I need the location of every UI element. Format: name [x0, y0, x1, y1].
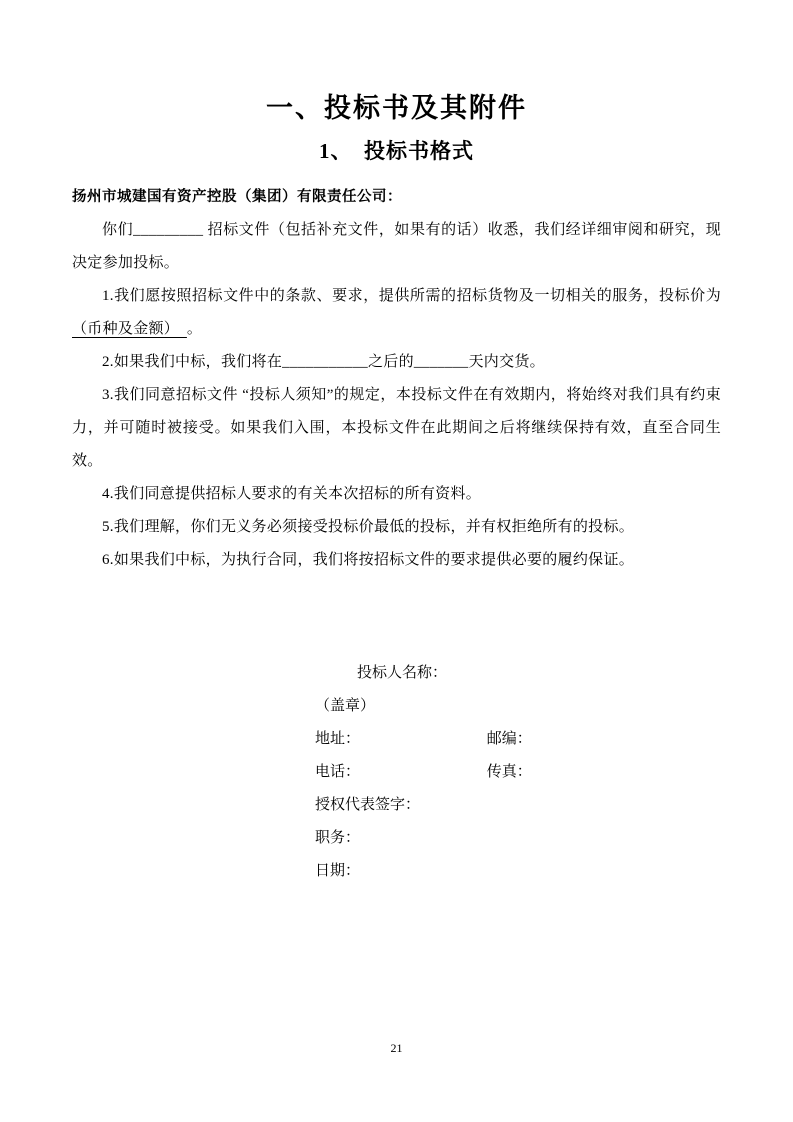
date-label: 日期： — [315, 863, 361, 879]
text-segment: 4.我们同意提供招标人要求的有关本次招标的所有资料。 — [102, 486, 482, 502]
text-segment: 招标文件（包括补充文件，如果有的话）收悉，我们经详细审阅和研究，现决定参加投标。 — [72, 222, 722, 271]
signature-block — [72, 657, 721, 888]
text-segment: 3.我们同意招标文件 “投标人须知”的规定，本投标文件在有效期内，将始终对我们具有约束力，并可随时被接受。如果我们入围，本投标文件在此期间之后将继续保持有效，直至合同生效。 — [72, 387, 721, 469]
text-segment: 2.如果我们中标，我们将在 — [102, 354, 283, 370]
paragraph — [72, 214, 721, 280]
paragraph — [72, 346, 721, 379]
text-segment: 1.我们愿按照招标文件中的条款、要求，提供所需的招标货物及一切相关的服务，投标价为 — [102, 288, 721, 304]
text-segment: _______ — [413, 354, 469, 370]
text-segment: 之后的 — [367, 354, 414, 370]
bidder-name-label: 投标人名称： — [357, 665, 448, 681]
postcode-label: 邮编： — [486, 731, 532, 747]
text-segment: _________ — [133, 222, 204, 238]
addressee-line: 扬州市城建国有资产控股（集团）有限责任公司： — [72, 189, 402, 205]
text-segment: 5.我们理解，你们无义务必须接受投标价最低的投标，并有权拒绝所有的投标。 — [102, 519, 635, 535]
paragraph — [72, 511, 721, 544]
phone-fax-line — [315, 756, 721, 789]
text-segment: ___________ — [282, 354, 368, 370]
body-paragraphs — [72, 214, 721, 577]
phone-label: 电话： — [315, 764, 361, 780]
text-segment: 天内交货。 — [468, 354, 545, 370]
page-title: 一、投标书及其附件 — [266, 93, 527, 123]
text-segment: 6.如果我们中标，为执行合同，我们将按招标文件的要求提供必要的履约保证。 — [102, 552, 635, 568]
text-segment: 。 — [186, 321, 203, 337]
paragraph — [72, 544, 721, 577]
fax-label: 传真： — [486, 764, 532, 780]
underlined-text: （币种及金额） — [72, 321, 187, 337]
address-postcode-line — [315, 723, 721, 756]
page-number: 21 — [390, 1041, 403, 1055]
section-title: 1、 投标书格式 — [319, 139, 474, 163]
paragraph — [72, 379, 721, 478]
authorized-representative-label: 授权代表签字： — [315, 797, 421, 813]
paragraph — [72, 280, 721, 346]
position-label: 职务： — [315, 830, 361, 846]
paragraph — [72, 478, 721, 511]
address-label: 地址： — [315, 731, 361, 747]
seal-label: （盖章） — [315, 698, 376, 714]
text-segment: 你们 — [102, 222, 134, 238]
